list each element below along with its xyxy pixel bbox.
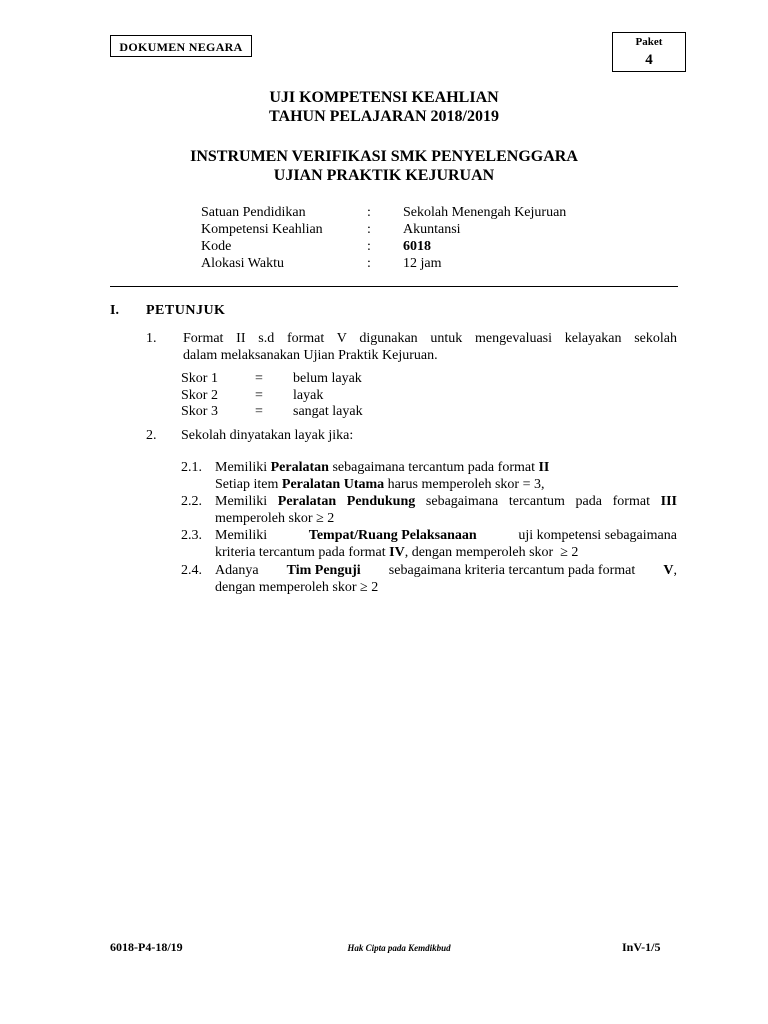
footer-copyright: Hak Cipta pada Kemdikbud — [347, 943, 451, 953]
info-colon: : — [367, 239, 371, 254]
title-line-2: TAHUN PELAJARAN 2018/2019 — [269, 108, 499, 125]
score-eq: = — [255, 404, 263, 419]
sub-item-line-2: kriteria tercantum pada format IV, dengan memperoleh skor ≥ 2 — [215, 545, 579, 560]
paket-box — [612, 32, 686, 72]
info-key: Alokasi Waktu — [201, 256, 284, 271]
info-row — [201, 204, 621, 221]
score-label: Skor 1 — [181, 371, 218, 386]
paket-number: 4 — [645, 52, 653, 68]
info-row — [201, 255, 621, 272]
title-line-3: INSTRUMEN VERIFIKASI SMK PENYELENGGARA — [190, 148, 578, 165]
info-row — [201, 221, 621, 238]
sub-item-number: 2.2. — [181, 494, 202, 509]
sub-item-line-2: dengan memperoleh skor ≥ 2 — [215, 580, 379, 595]
sub-item-line-2: memperoleh skor ≥ 2 — [215, 511, 335, 526]
info-value: Sekolah Menengah Kejuruan — [403, 205, 567, 220]
item-2-number: 2. — [146, 428, 157, 443]
sub-item-line-1: Memiliki Tempat/Ruang Pelaksanaan uji kompetensi sebagaimana — [215, 528, 677, 543]
sub-item-line-1: Memiliki Peralatan Pendukung sebagaimana tercantum pada format III — [215, 494, 677, 509]
sub-item-number: 2.4. — [181, 563, 202, 578]
info-key: Kode — [201, 239, 232, 254]
score-label: Skor 2 — [181, 388, 218, 403]
score-eq: = — [255, 371, 263, 386]
item-2-text: Sekolah dinyatakan layak jika: — [181, 428, 354, 443]
section-number: I. — [110, 303, 119, 318]
item-1-number: 1. — [146, 331, 157, 346]
info-colon: : — [367, 205, 371, 220]
title-line-4: UJIAN PRAKTIK KEJURUAN — [273, 167, 495, 184]
info-value: 12 jam — [403, 256, 442, 271]
dokumen-negara-label: DOKUMEN NEGARA — [110, 35, 252, 57]
info-key: Kompetensi Keahlian — [201, 222, 323, 237]
info-value: 6018 — [403, 239, 431, 254]
item-1-line-1: Format II s.d format V digunakan untuk mengevaluasi kelayakan sekolah — [183, 331, 677, 346]
info-colon: : — [367, 222, 371, 237]
score-desc: belum layak — [293, 371, 362, 386]
item-1-line-2: dalam melaksanakan Ujian Praktik Kejuruan. — [183, 348, 438, 363]
info-table — [201, 204, 621, 272]
score-desc: layak — [293, 388, 324, 403]
title-line-1: UJI KOMPETENSI KEAHLIAN — [269, 89, 499, 106]
sub-item-line-1: Adanya Tim Penguji sebagaimana kriteria tercantum pada format V, — [215, 563, 677, 578]
sub-item-line-1: Memiliki Peralatan sebagaimana tercantum pada format II — [215, 460, 550, 475]
sub-item-line-2: Setiap item Peralatan Utama harus memperoleh skor = 3, — [215, 477, 545, 492]
footer-code: 6018-P4-18/19 — [110, 940, 183, 954]
score-eq: = — [255, 388, 263, 403]
score-label: Skor 3 — [181, 404, 218, 419]
score-desc: sangat layak — [293, 404, 363, 419]
footer-page: InV-1/5 — [622, 940, 661, 954]
info-key: Satuan Pendidikan — [201, 205, 306, 220]
section-title: PETUNJUK — [146, 303, 226, 318]
info-value: Akuntansi — [403, 222, 461, 237]
info-row — [201, 238, 621, 255]
sub-item-number: 2.1. — [181, 460, 202, 475]
info-colon: : — [367, 256, 371, 271]
horizontal-rule — [110, 286, 678, 287]
sub-item-number: 2.3. — [181, 528, 202, 543]
paket-label: Paket — [635, 36, 663, 48]
